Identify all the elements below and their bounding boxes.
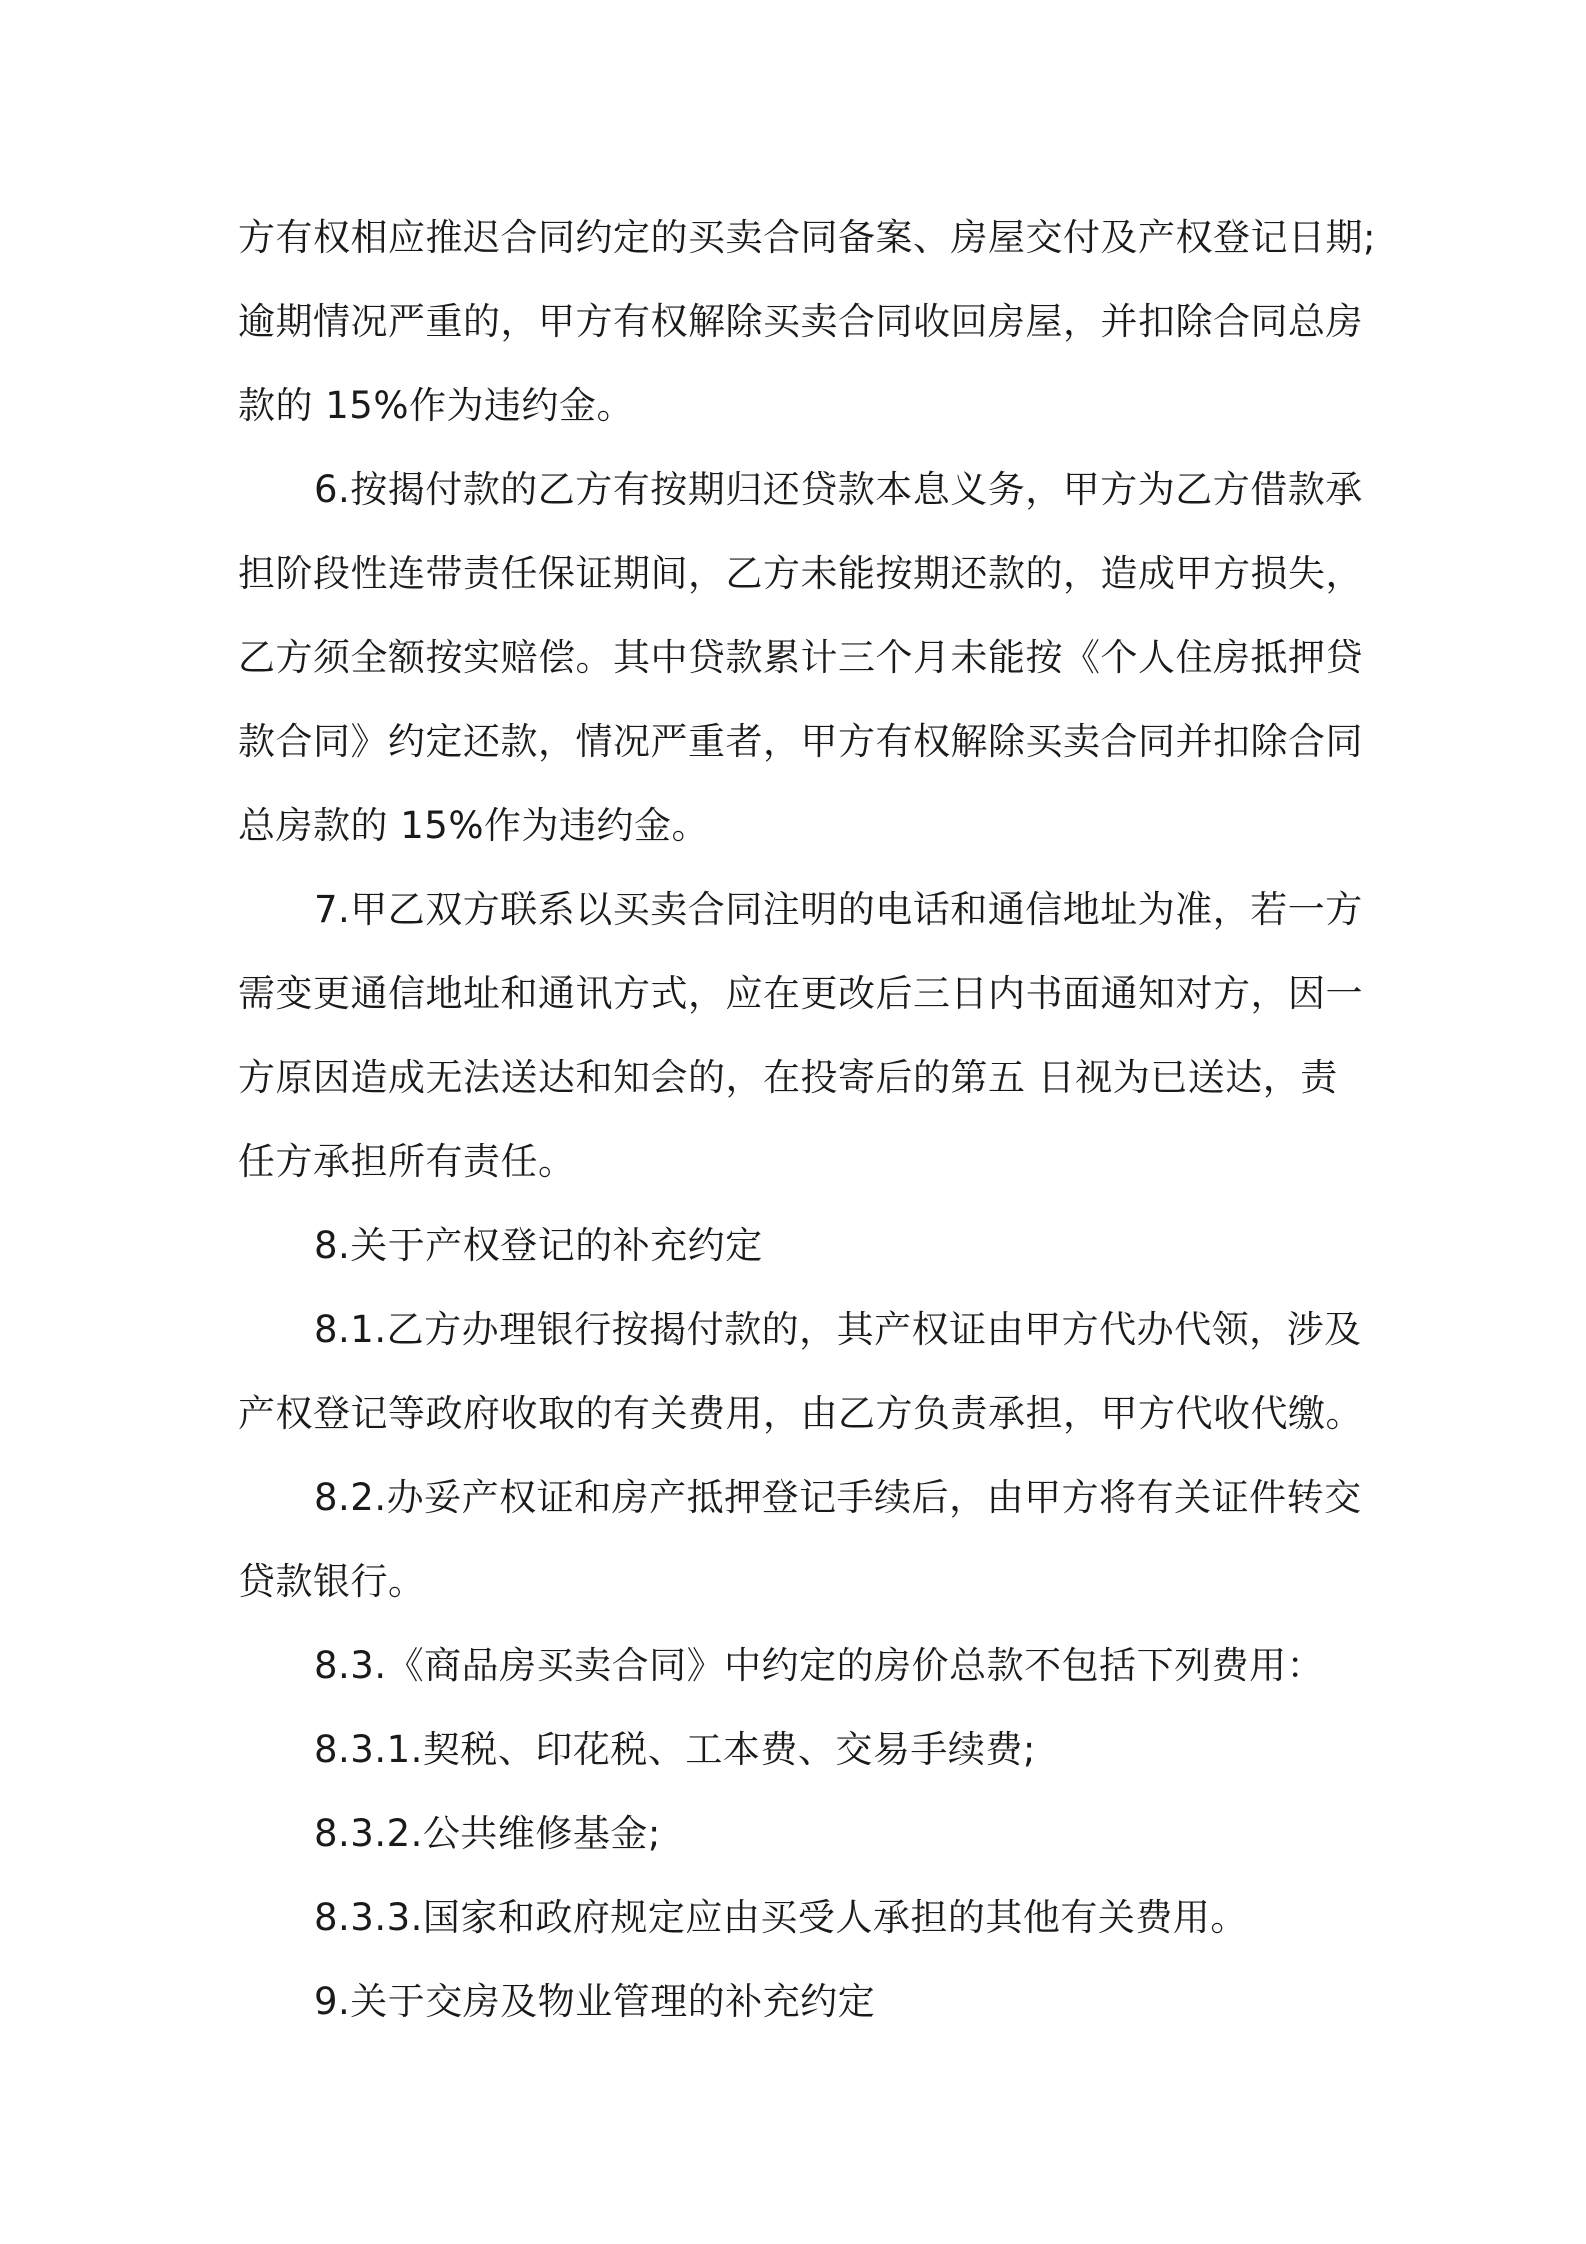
- clause-8-3-1: 8.3.1.契税、印花税、工本费、交易手续费;: [314, 1728, 1036, 1771]
- text-line: 方原因造成无法送达和知会的，在投寄后的第五 日视为已送达，责: [238, 1056, 1338, 1099]
- section-8-heading: 8.关于产权登记的补充约定: [314, 1224, 763, 1267]
- text-line: 担阶段性连带责任保证期间，乙方未能按期还款的，造成甲方损失，: [238, 552, 1363, 595]
- clause-8-3-2: 8.3.2.公共维修基金;: [314, 1812, 661, 1855]
- text-line: 款的 15%作为违约金。: [238, 384, 634, 427]
- text-line: 逾期情况严重的，甲方有权解除买卖合同收回房屋，并扣除合同总房: [238, 300, 1363, 343]
- text-line: 贷款银行。: [238, 1560, 426, 1603]
- text-line: 需变更通信地址和通讯方式，应在更改后三日内书面通知对方，因一: [238, 972, 1363, 1015]
- text-line: 总房款的 15%作为违约金。: [238, 804, 709, 847]
- clause-8-3: 8.3.《商品房买卖合同》中约定的房价总款不包括下列费用：: [314, 1644, 1325, 1687]
- text-line: 产权登记等政府收取的有关费用，由乙方负责承担，甲方代收代缴。: [238, 1392, 1363, 1435]
- clause-8-1-start: 8.1.乙方办理银行按揭付款的，其产权证由甲方代办代领，涉及: [314, 1308, 1362, 1351]
- text-line: 乙方须全额按实赔偿。其中贷款累计三个月未能按《个人住房抵押贷: [238, 636, 1363, 679]
- document-body: [238, 196, 1376, 2044]
- section-9-heading: 9.关于交房及物业管理的补充约定: [314, 1980, 876, 2023]
- text-line: 方有权相应推迟合同约定的买卖合同备案、房屋交付及产权登记日期;: [238, 216, 1376, 259]
- paragraph-7-start: 7.甲乙双方联系以买卖合同注明的电话和通信地址为准，若一方: [314, 888, 1363, 931]
- text-line: 任方承担所有责任。: [238, 1140, 576, 1183]
- clause-8-3-3: 8.3.3.国家和政府规定应由买受人承担的其他有关费用。: [314, 1896, 1248, 1939]
- text-line: 款合同》约定还款，情况严重者，甲方有权解除买卖合同并扣除合同: [238, 720, 1363, 763]
- clause-8-2-start: 8.2.办妥产权证和房产抵押登记手续后，由甲方将有关证件转交: [314, 1476, 1362, 1519]
- paragraph-6-start: 6.按揭付款的乙方有按期归还贷款本息义务，甲方为乙方借款承: [314, 468, 1363, 511]
